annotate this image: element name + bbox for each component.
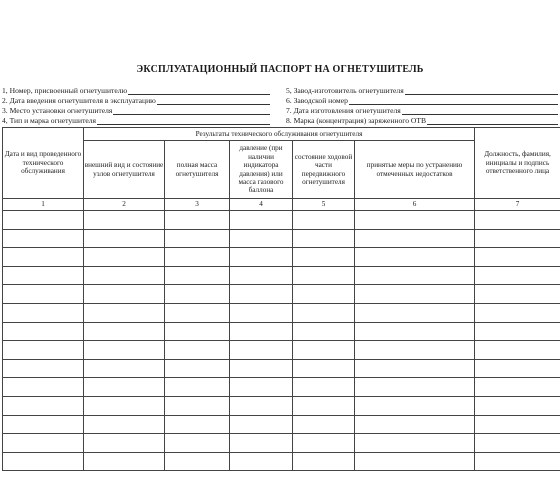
table-cell[interactable]: [84, 452, 165, 471]
table-cell[interactable]: [165, 266, 230, 285]
fill-line[interactable]: [427, 116, 558, 125]
table-cell[interactable]: [475, 415, 560, 434]
table-cell[interactable]: [475, 248, 560, 267]
table-cell[interactable]: [475, 359, 560, 378]
table-cell[interactable]: [3, 303, 84, 322]
field-manufacture-date: [286, 106, 558, 115]
table-row: [3, 229, 560, 248]
table-cell[interactable]: [84, 396, 165, 415]
table-cell[interactable]: [84, 359, 165, 378]
field-agent-brand: [286, 116, 558, 125]
header-chassis: состояние ходовой части передвижного огнетушителя: [293, 141, 355, 199]
table-cell[interactable]: [3, 322, 84, 341]
table-cell[interactable]: [355, 229, 475, 248]
field-type: [2, 116, 270, 125]
table-cell[interactable]: [293, 415, 355, 434]
table-cell[interactable]: [3, 452, 84, 471]
table-cell[interactable]: [230, 378, 293, 397]
field-serial: [286, 96, 558, 105]
table-cell[interactable]: [475, 452, 560, 471]
table-cell[interactable]: [165, 322, 230, 341]
field-label: 4, Тип и марка огнетушителя: [2, 116, 97, 125]
table-row: [3, 434, 560, 453]
field-label: 8. Марка (концентрация) заряженного ОТВ: [286, 116, 427, 125]
table-cell[interactable]: [293, 266, 355, 285]
column-number: 7: [475, 199, 560, 211]
table-cell[interactable]: [84, 415, 165, 434]
table-cell[interactable]: [3, 248, 84, 267]
header-results-group: Результаты технического обслуживания огнетушителя: [84, 128, 475, 141]
table-cell[interactable]: [355, 415, 475, 434]
table-cell[interactable]: [3, 341, 84, 360]
table-cell[interactable]: [165, 378, 230, 397]
header-pressure: давление (при наличии индикатора давления) или масса газового баллона: [230, 141, 293, 199]
column-number: 4: [230, 199, 293, 211]
field-location: [2, 106, 270, 115]
table-cell[interactable]: [293, 248, 355, 267]
table-cell[interactable]: [165, 359, 230, 378]
fill-line[interactable]: [97, 116, 270, 125]
table-cell[interactable]: [475, 303, 560, 322]
fill-line[interactable]: [405, 86, 558, 95]
column-number: 5: [293, 199, 355, 211]
fill-line[interactable]: [128, 86, 270, 95]
table-cell[interactable]: [293, 434, 355, 453]
header-measures: принятые меры по устранению отмеченных недостатков: [355, 141, 475, 199]
table-cell[interactable]: [165, 285, 230, 304]
table-cell[interactable]: [230, 434, 293, 453]
table-cell[interactable]: [293, 229, 355, 248]
table-cell[interactable]: [84, 285, 165, 304]
table-cell[interactable]: [230, 266, 293, 285]
table-cell[interactable]: [165, 341, 230, 360]
table-cell[interactable]: [230, 322, 293, 341]
table-cell[interactable]: [355, 434, 475, 453]
table-row: [3, 248, 560, 267]
column-number: 1: [3, 199, 84, 211]
table-cell[interactable]: [355, 396, 475, 415]
table-cell[interactable]: [230, 303, 293, 322]
table-cell[interactable]: [84, 434, 165, 453]
field-label: 1, Номер, присвоенный огнетушителю: [2, 86, 128, 95]
column-number: 2: [84, 199, 165, 211]
header-full-mass: полная масса огнетушителя: [165, 141, 230, 199]
table-cell[interactable]: [165, 452, 230, 471]
table-cell[interactable]: [3, 285, 84, 304]
table-cell[interactable]: [230, 415, 293, 434]
table-cell[interactable]: [293, 452, 355, 471]
field-manufacturer: [286, 86, 558, 95]
table-cell[interactable]: [475, 322, 560, 341]
table-cell[interactable]: [165, 434, 230, 453]
table-cell[interactable]: [84, 229, 165, 248]
table-cell[interactable]: [293, 359, 355, 378]
table-cell[interactable]: [230, 359, 293, 378]
table-cell[interactable]: [355, 285, 475, 304]
table-row: [3, 359, 560, 378]
table-cell[interactable]: [3, 266, 84, 285]
table-cell[interactable]: [475, 341, 560, 360]
table-cell[interactable]: [355, 266, 475, 285]
field-label: 5, Завод-изготовитель огнетушителя: [286, 86, 404, 95]
table-cell[interactable]: [293, 378, 355, 397]
column-numbers-row: [3, 199, 560, 211]
table-row: [3, 211, 560, 230]
table-cell[interactable]: [230, 341, 293, 360]
fill-line[interactable]: [402, 106, 558, 115]
table-cell[interactable]: [293, 341, 355, 360]
fill-line[interactable]: [113, 106, 270, 115]
table-cell[interactable]: [3, 211, 84, 230]
table-cell[interactable]: [230, 229, 293, 248]
field-label: 7. Дата изготовления огнетушителя: [286, 106, 401, 115]
table-cell[interactable]: [84, 211, 165, 230]
table-row: [3, 378, 560, 397]
page-title: ЭКСПЛУАТАЦИОННЫЙ ПАСПОРТ НА ОГНЕТУШИТЕЛЬ: [136, 64, 424, 75]
table-cell[interactable]: [293, 396, 355, 415]
table-cell[interactable]: [84, 322, 165, 341]
table-cell[interactable]: [475, 396, 560, 415]
table-cell[interactable]: [3, 378, 84, 397]
table-cell[interactable]: [3, 229, 84, 248]
table-row: [3, 322, 560, 341]
table-row: [3, 266, 560, 285]
table-cell[interactable]: [3, 396, 84, 415]
header-responsible: Должность, фамилия, инициалы и подпись ответственного лица: [475, 128, 560, 199]
table-cell[interactable]: [355, 303, 475, 322]
table-row: [3, 415, 560, 434]
table-cell[interactable]: [165, 303, 230, 322]
table-cell[interactable]: [84, 341, 165, 360]
table-row: [3, 341, 560, 360]
table-cell[interactable]: [3, 359, 84, 378]
table-cell[interactable]: [84, 248, 165, 267]
table-cell[interactable]: [475, 211, 560, 230]
table-cell[interactable]: [475, 285, 560, 304]
table-cell[interactable]: [355, 248, 475, 267]
table-cell[interactable]: [475, 266, 560, 285]
table-cell[interactable]: [293, 211, 355, 230]
column-number: 6: [355, 199, 475, 211]
table-cell[interactable]: [230, 452, 293, 471]
table-cell[interactable]: [165, 229, 230, 248]
fill-line[interactable]: [349, 96, 558, 105]
field-number: [2, 86, 270, 95]
table-cell[interactable]: [165, 415, 230, 434]
column-number: 3: [165, 199, 230, 211]
table-row: [3, 396, 560, 415]
table-cell[interactable]: [355, 341, 475, 360]
table-cell[interactable]: [293, 303, 355, 322]
table-cell[interactable]: [84, 303, 165, 322]
header-date-type: Дата и вид проведенного технического обслуживания: [3, 128, 84, 199]
table-cell[interactable]: [230, 396, 293, 415]
table-cell[interactable]: [165, 211, 230, 230]
table-row: [3, 285, 560, 304]
table-cell[interactable]: [3, 415, 84, 434]
table-cell[interactable]: [293, 322, 355, 341]
table-cell[interactable]: [230, 211, 293, 230]
table-cell[interactable]: [84, 266, 165, 285]
table-cell[interactable]: [230, 248, 293, 267]
table-cell[interactable]: [293, 285, 355, 304]
table-cell[interactable]: [165, 248, 230, 267]
table-cell[interactable]: [355, 322, 475, 341]
fill-line[interactable]: [157, 96, 270, 105]
table-cell[interactable]: [165, 396, 230, 415]
header-appearance: внешний вид и состояние узлов огнетушителя: [84, 141, 165, 199]
table-cell[interactable]: [3, 434, 84, 453]
field-label: 2. Дата введения огнетушителя в эксплуатацию: [2, 96, 156, 105]
table-cell[interactable]: [355, 211, 475, 230]
table-row: [3, 452, 560, 471]
maintenance-table: [2, 127, 560, 471]
table-row: [3, 303, 560, 322]
table-cell[interactable]: [355, 378, 475, 397]
table-cell[interactable]: [355, 359, 475, 378]
table-cell[interactable]: [475, 378, 560, 397]
table-cell[interactable]: [84, 378, 165, 397]
field-label: 6. Заводской номер: [286, 96, 348, 105]
table-cell[interactable]: [475, 434, 560, 453]
table-cell[interactable]: [230, 285, 293, 304]
table-cell[interactable]: [475, 229, 560, 248]
field-commission-date: [2, 96, 270, 105]
table-cell[interactable]: [355, 452, 475, 471]
field-label: 3. Место установки огнетушителя: [2, 106, 113, 115]
table-body: [3, 211, 560, 471]
